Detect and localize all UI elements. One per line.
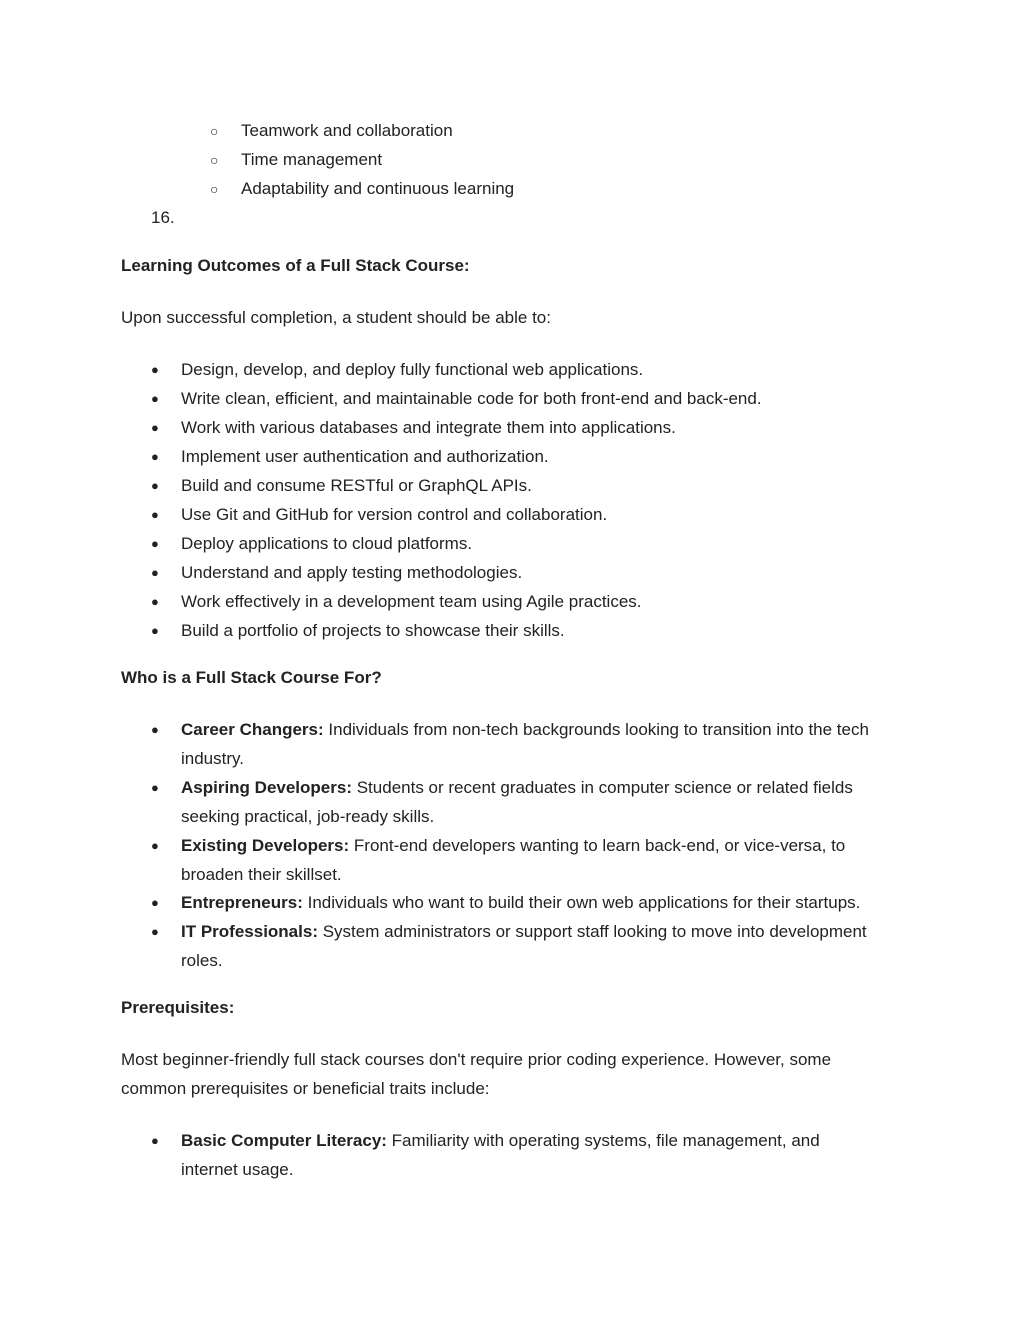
bullet-marker: ●: [151, 536, 159, 551]
bullet-marker: ●: [151, 838, 159, 853]
audience-desc: Individuals who want to build their own web applications for their startups.: [302, 893, 861, 912]
audience-desc: System administrators or support staff looking to move into development: [317, 922, 867, 941]
bullet-marker: ●: [151, 1133, 159, 1148]
outcome-item: Build a portfolio of projects to showcase their skills.: [181, 621, 565, 640]
sub-list-item: Adaptability and continuous learning: [241, 179, 515, 198]
audience-desc-cont: seeking practical, job-ready skills.: [181, 807, 435, 826]
prerequisite-item: [181, 1131, 820, 1151]
bullet-marker: ●: [151, 594, 159, 609]
audience-desc: Individuals from non-tech backgrounds looking to transition into the tech: [323, 720, 869, 739]
prerequisite-desc-cont: internet usage.: [181, 1160, 294, 1179]
audience-desc: Front-end developers wanting to learn back-end, or vice-versa, to: [349, 836, 846, 855]
outcome-item: Write clean, efficient, and maintainable code for both front-end and back-end.: [181, 389, 762, 408]
outcome-item: Design, develop, and deploy fully functional web applications.: [181, 360, 644, 379]
sub-list-marker: ○: [210, 181, 219, 197]
bullet-marker: ●: [151, 507, 159, 522]
outcomes-intro: Upon successful completion, a student should be able to:: [121, 308, 551, 327]
audience-term: Existing Developers:: [181, 836, 350, 855]
bullet-marker: ●: [151, 722, 159, 737]
outcome-item: Use Git and GitHub for version control and collaboration.: [181, 505, 608, 524]
audience-term: Career Changers:: [181, 720, 324, 739]
audience-term: IT Professionals:: [181, 922, 318, 941]
outcome-item: Deploy applications to cloud platforms.: [181, 534, 473, 553]
bullet-marker: ●: [151, 420, 159, 435]
bullet-marker: ●: [151, 895, 159, 910]
sub-list-item: Teamwork and collaboration: [241, 121, 453, 140]
audience-term: Entrepreneurs:: [181, 893, 303, 912]
outcome-item: Work effectively in a development team using Agile practices.: [181, 592, 642, 611]
prerequisite-desc: Familiarity with operating systems, file management, and: [386, 1131, 820, 1150]
bullet-marker: ●: [151, 449, 159, 464]
outcome-item: Build and consume RESTful or GraphQL APIs.: [181, 476, 532, 495]
audience-term: Aspiring Developers:: [181, 778, 352, 797]
audience-desc-cont: industry.: [181, 749, 244, 768]
audience-desc: Students or recent graduates in computer science or related fields: [352, 778, 853, 797]
bullet-marker: ●: [151, 623, 159, 638]
bullet-marker: ●: [151, 924, 159, 939]
bullet-marker: ●: [151, 478, 159, 493]
sub-list-marker: ○: [210, 123, 219, 139]
prerequisites-intro-cont: common prerequisites or beneficial traits include:: [121, 1079, 490, 1098]
sub-list-item: Time management: [241, 150, 383, 169]
sub-list-marker: ○: [210, 152, 219, 168]
bullet-marker: ●: [151, 362, 159, 377]
outcome-item: Work with various databases and integrate them into applications.: [181, 418, 676, 437]
section-heading-prerequisites: Prerequisites:: [121, 998, 235, 1017]
bullet-marker: ●: [151, 780, 159, 795]
outcome-item: Implement user authentication and authorization.: [181, 447, 549, 466]
audience-item: [181, 720, 869, 740]
audience-item: [181, 836, 845, 856]
outcome-item: Understand and apply testing methodologies.: [181, 563, 523, 582]
audience-item: [181, 893, 860, 913]
prerequisite-term: Basic Computer Literacy:: [181, 1131, 387, 1150]
section-heading-audience: Who is a Full Stack Course For?: [121, 668, 382, 687]
audience-item: [181, 778, 853, 798]
audience-item: [181, 922, 867, 942]
list-number: 16.: [151, 208, 175, 227]
bullet-marker: ●: [151, 391, 159, 406]
section-heading-outcomes: Learning Outcomes of a Full Stack Course:: [121, 256, 470, 275]
prerequisites-intro: Most beginner-friendly full stack courses don't require prior coding experience. However, some: [121, 1050, 832, 1069]
bullet-marker: ●: [151, 565, 159, 580]
audience-desc-cont: broaden their skillset.: [181, 865, 342, 884]
audience-desc-cont: roles.: [181, 951, 223, 970]
